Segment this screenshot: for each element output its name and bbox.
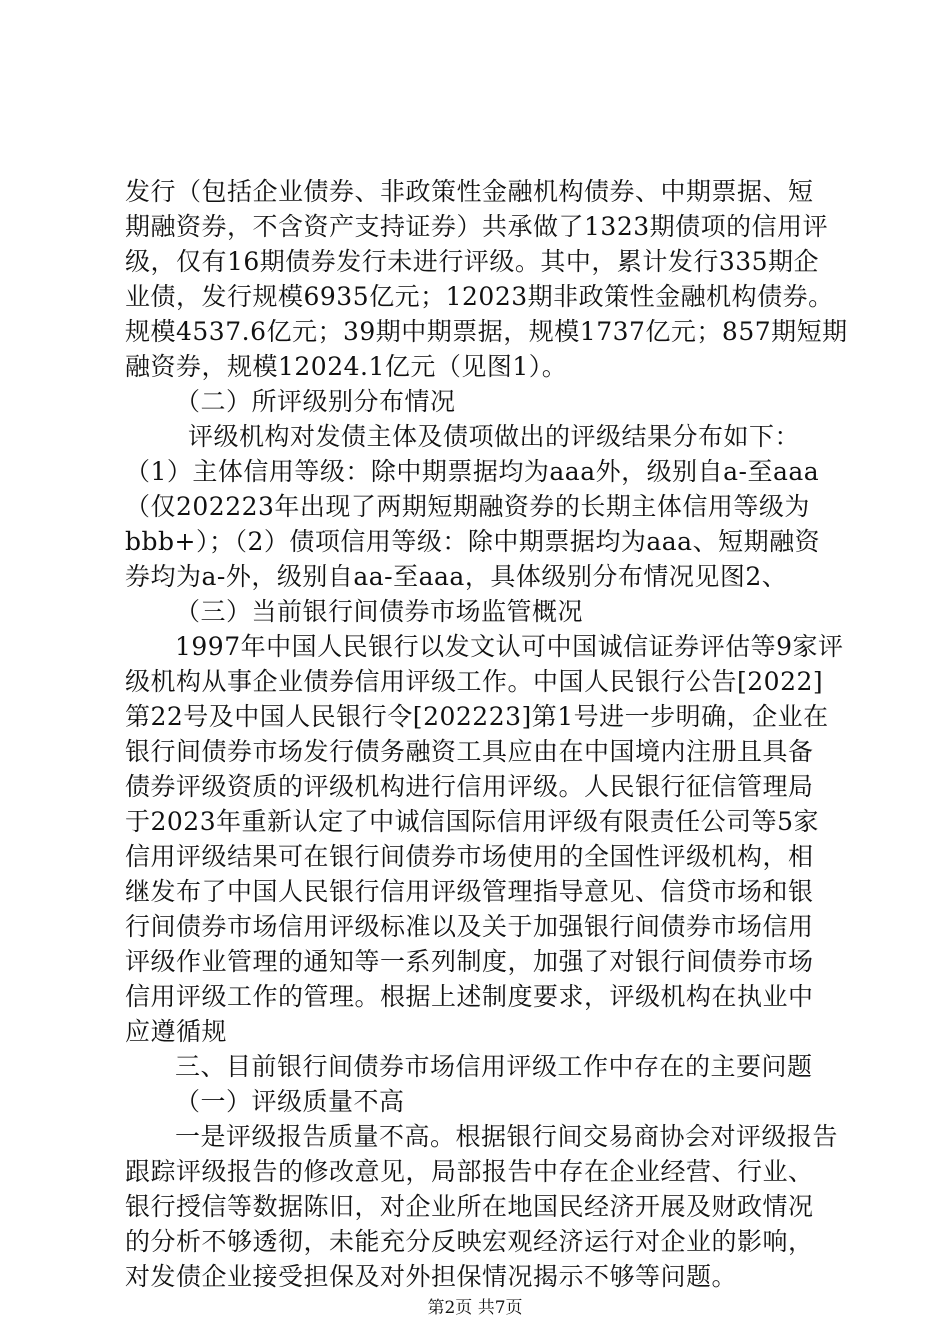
- body-line-23: 评级作业管理的通知等一系列制度，加强了对银行间债券市场: [125, 947, 814, 976]
- body-line-29: 跟踪评级报告的修改意见，局部报告中存在企业经营、行业、: [125, 1157, 814, 1186]
- body-line-19: 于2023年重新认定了中诚信国际信用评级有限责任公司等5家: [125, 807, 820, 836]
- body-line-11: bbb+）；（2）债项信用等级：除中期票据均为aaa、短期融资: [125, 527, 821, 556]
- body-line-16: 第22号及中国人民银行令[202223]第1号进一步明确，企业在: [125, 702, 829, 731]
- body-line-5: 规模4537.6亿元；39期中期票据，规模1737亿元；857期短期: [125, 317, 848, 346]
- body-line-17: 银行间债券市场发行债务融资工具应由在中国境内注册且具备: [125, 737, 814, 766]
- body-line-1: 发行（包括企业债券、非政策性金融机构债券、中期票据、短: [125, 177, 814, 206]
- body-line-8: 评级机构对发债主体及债项做出的评级结果分布如下：: [188, 422, 801, 451]
- body-line-21: 继发布了中国人民银行信用评级管理指导意见、信贷市场和银: [125, 877, 814, 906]
- body-line-15: 级机构从事企业债券信用评级工作。中国人民银行公告[2022]: [125, 667, 824, 696]
- body-line-25: 应遵循规: [125, 1017, 228, 1046]
- body-line-4: 业债，发行规模6935亿元；12023期非政策性金融机构债券。: [125, 282, 834, 311]
- body-line-6: 融资券，规模12024.1亿元（见图1）。: [125, 352, 568, 381]
- body-line-30: 银行授信等数据陈旧，对企业所在地国民经济开展及财政情况: [125, 1192, 814, 1221]
- body-line-3: 级，仅有16期债券发行未进行评级。其中，累计发行335期企: [125, 247, 820, 276]
- body-line-18: 债券评级资质的评级机构进行信用评级。人民银行征信管理局: [125, 772, 814, 801]
- body-line-32: 对发债企业接受担保及对外担保情况揭示不够等问题。: [125, 1262, 738, 1291]
- chapter-heading-3: 三、目前银行间债券市场信用评级工作中存在的主要问题: [175, 1052, 813, 1081]
- page-footer: 第2页 共7页: [427, 1298, 523, 1318]
- body-line-14: 1997年中国人民银行以发文认可中国诚信证券评估等9家评: [175, 632, 844, 661]
- body-line-9: （1）主体信用等级：除中期票据均为aaa外，级别自a-至aaa: [125, 457, 820, 486]
- body-line-28: 一是评级报告质量不高。根据银行间交易商协会对评级报告: [175, 1122, 839, 1151]
- body-line-20: 信用评级结果可在银行间债券市场使用的全国性评级机构，相: [125, 842, 814, 871]
- body-line-24: 信用评级工作的管理。根据上述制度要求，评级机构在执业中: [125, 982, 814, 1011]
- section-heading-2: （二）所评级别分布情况: [175, 387, 456, 416]
- body-line-12: 券均为a-外，级别自aa-至aaa，具体级别分布情况见图2、: [125, 562, 788, 591]
- body-line-2: 期融资券，不含资产支持证券）共承做了1323期债项的信用评: [125, 212, 829, 241]
- section-heading-3-1: （一）评级质量不高: [175, 1087, 405, 1116]
- body-line-10: （仅202223年出现了两期短期融资券的长期主体信用等级为: [125, 492, 810, 521]
- section-heading-3: （三）当前银行间债券市场监管概况: [175, 597, 584, 626]
- body-line-22: 行间债券市场信用评级标准以及关于加强银行间债券市场信用: [125, 912, 814, 941]
- body-line-31: 的分析不够透彻，未能充分反映宏观经济运行对企业的影响，: [125, 1227, 814, 1256]
